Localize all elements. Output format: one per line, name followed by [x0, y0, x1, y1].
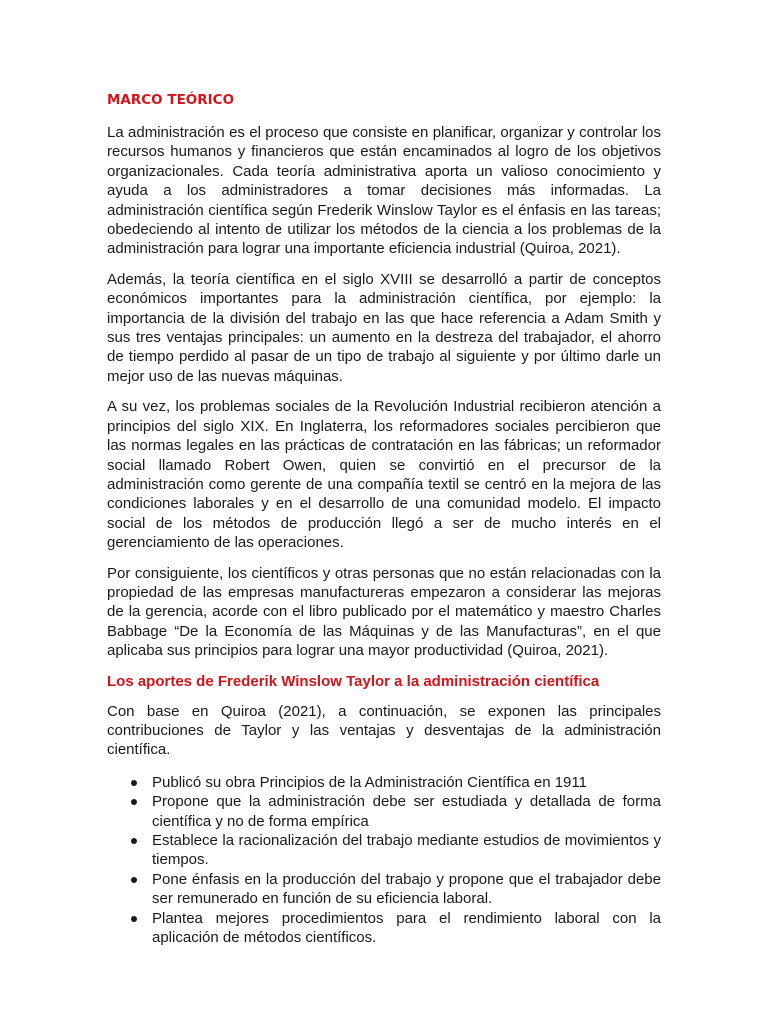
paragraph-3: A su vez, los problemas sociales de la Revolución Industrial recibieron atención a principios del siglo XIX. En Inglaterra, los reformadores sociales percibieron que las normas legales en las prácticas de contratación en las fábricas; un reformador social llamado Robert Owen, quien se convirtió en el precursor de la administración como gerente de una compañía textil se centró en la mejora de las condiciones laborales y en el desarrollo de una comunidad modelo. El impacto social de los métodos de producción llegó a ser de mucho interés en el gerenciamiento de las operaciones. — [107, 398, 661, 552]
list-item-text: Publicó su obra Principios de la Administración Científica en 1911 — [152, 773, 587, 791]
paragraph-1: La administración es el proceso que consiste en planificar, organizar y controlar los recursos humanos y financieros que están encaminados al logro de los objetivos organizacionales. Cada teoría administrativa aporta un valioso conocimiento y ayuda a los administradores a tomar decisiones más informadas. La administración científica según Frederik Winslow Taylor es el énfasis en las tareas; obedeciendo al intento de utilizar los métodos de la ciencia a los problemas de la administración para lograr una importante eficiencia industrial (Quiroa, 2021). — [107, 124, 661, 258]
list-item — [107, 792, 661, 831]
list-item-text: Establece la racionalización del trabajo mediante estudios de movimientos y tiempos. — [152, 832, 661, 869]
document-page — [107, 90, 661, 947]
page-title: MARCO TEÓRICO — [107, 92, 235, 108]
section-intro: Con base en Quiroa (2021), a continuación, se exponen las principales contribuciones de Taylor y las ventajas y desventajas de la administración científica. — [107, 702, 661, 759]
list-item-text: Plantea mejores procedimientos para el rendimiento laboral con la aplicación de métodos científicos. — [152, 909, 661, 947]
bullet-dot-icon — [131, 916, 137, 922]
list-item — [107, 909, 661, 948]
bullet-dot-icon — [131, 838, 137, 844]
list-item — [107, 773, 661, 792]
contributions-list — [107, 773, 661, 948]
list-item — [107, 831, 661, 870]
paragraph-2: Además, la teoría científica en el siglo XVIII se desarrolló a partir de conceptos económicos importantes para la administración científica, por ejemplo: la importancia de la división del trabajo en las que hace referencia a Adam Smith y sus tres ventajas principales: un aumento en la destreza del trabajador, el ahorro de tiempo perdido al pasar de un tipo de trabajo al siguiente y por último darle un mejor uso de las nuevas máquinas. — [107, 270, 661, 385]
bullet-dot-icon — [131, 780, 137, 786]
paragraph-4: Por consiguiente, los científicos y otras personas que no están relacionadas con la propiedad de las empresas manufactureras empezaron a considerar las mejoras de la gerencia, acorde con el libro publicado por el matemático y maestro Charles Babbage “De la Economía de las Máquinas y de las Manufacturas”, en el que aplicaba sus principios para lograr una mayor productividad (Quiroa, 2021). — [107, 564, 661, 660]
list-item-text: Propone que la administración debe ser estudiada y detallada de forma científica y no de forma empírica — [152, 793, 661, 830]
list-item-text: Pone énfasis en la producción del trabajo y propone que el trabajador debe ser remunerado en función de su eficiencia laboral. — [152, 870, 661, 908]
section-heading: Los aportes de Frederik Winslow Taylor a la administración científica — [107, 672, 600, 690]
bullet-dot-icon — [131, 877, 137, 883]
list-item — [107, 870, 661, 909]
bullet-dot-icon — [131, 799, 137, 805]
